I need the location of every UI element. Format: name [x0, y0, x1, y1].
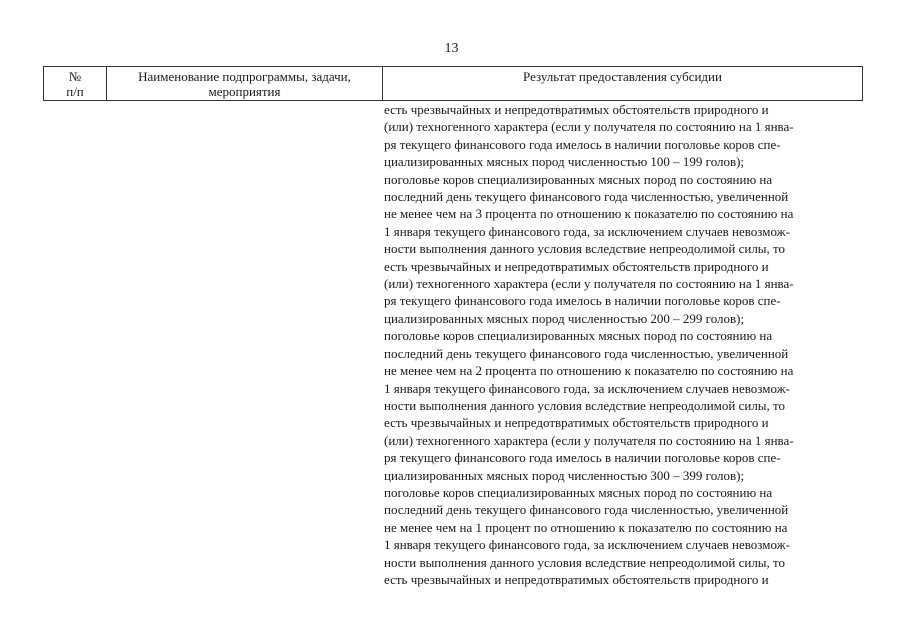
header-name-column: Наименование подпрограммы, задачи, мероприятия: [107, 67, 383, 100]
page-number: 13: [444, 41, 459, 56]
header-result-column: Результат предоставления субсидии: [383, 67, 863, 100]
paragraph-continuation: есть чрезвычайных и непредотвратимых обстоятельств природного и (или) техногенного характера (если у получателя по состоянию на 1 янва- ря текущего финансового года имелось в наличии поголовье коров спе- циализированных мясных пород численностью 100 – 199 голов);: [384, 102, 794, 170]
result-column-text: [384, 101, 862, 588]
header-number-column: № п/п: [44, 67, 107, 100]
table-header: [43, 66, 863, 101]
paragraph-condition-2-percent: поголовье коров специализированных мясных пород по состоянию на последний день текущего финансового года численностью, увеличенной не менее чем на 2 процента по отношению к показателю по состоянию на 1 января текущего финансового года, за исключением случаев невозмож- ности выполнения данного условия вследствие непреодолимой силы, то есть чрезвычайных и непредотвратимых обстоятельств природного и (или) техногенного характера (если у получателя по состоянию на 1 янва- ря текущего финансового года имелось в наличии поголовье коров спе- циализированных мясных пород численностью 300 – 399 голов);: [384, 328, 794, 483]
paragraph-condition-1-percent: поголовье коров специализированных мясных пород по состоянию на последний день текущего финансового года численностью, увеличенной не менее чем на 1 процент по отношению к показателю по состоянию на 1 января текущего финансового года, за исключением случаев невозмож- ности выполнения данного условия вследствие непреодолимой силы, то есть чрезвычайных и непредотвратимых обстоятельств природного и: [384, 484, 790, 587]
paragraph-condition-3-percent: поголовье коров специализированных мясных пород по состоянию на последний день текущего финансового года численностью, увеличенной не менее чем на 3 процента по отношению к показателю по состоянию на 1 января текущего финансового года, за исключением случаев невозмож- ности выполнения данного условия вследствие непреодолимой силы, то есть чрезвычайных и непредотвратимых обстоятельств природного и (или) техногенного характера (если у получателя по состоянию на 1 янва- ря текущего финансового года имелось в наличии поголовье коров спе- циализированных мясных пород численностью 200 – 299 голов);: [384, 171, 794, 326]
